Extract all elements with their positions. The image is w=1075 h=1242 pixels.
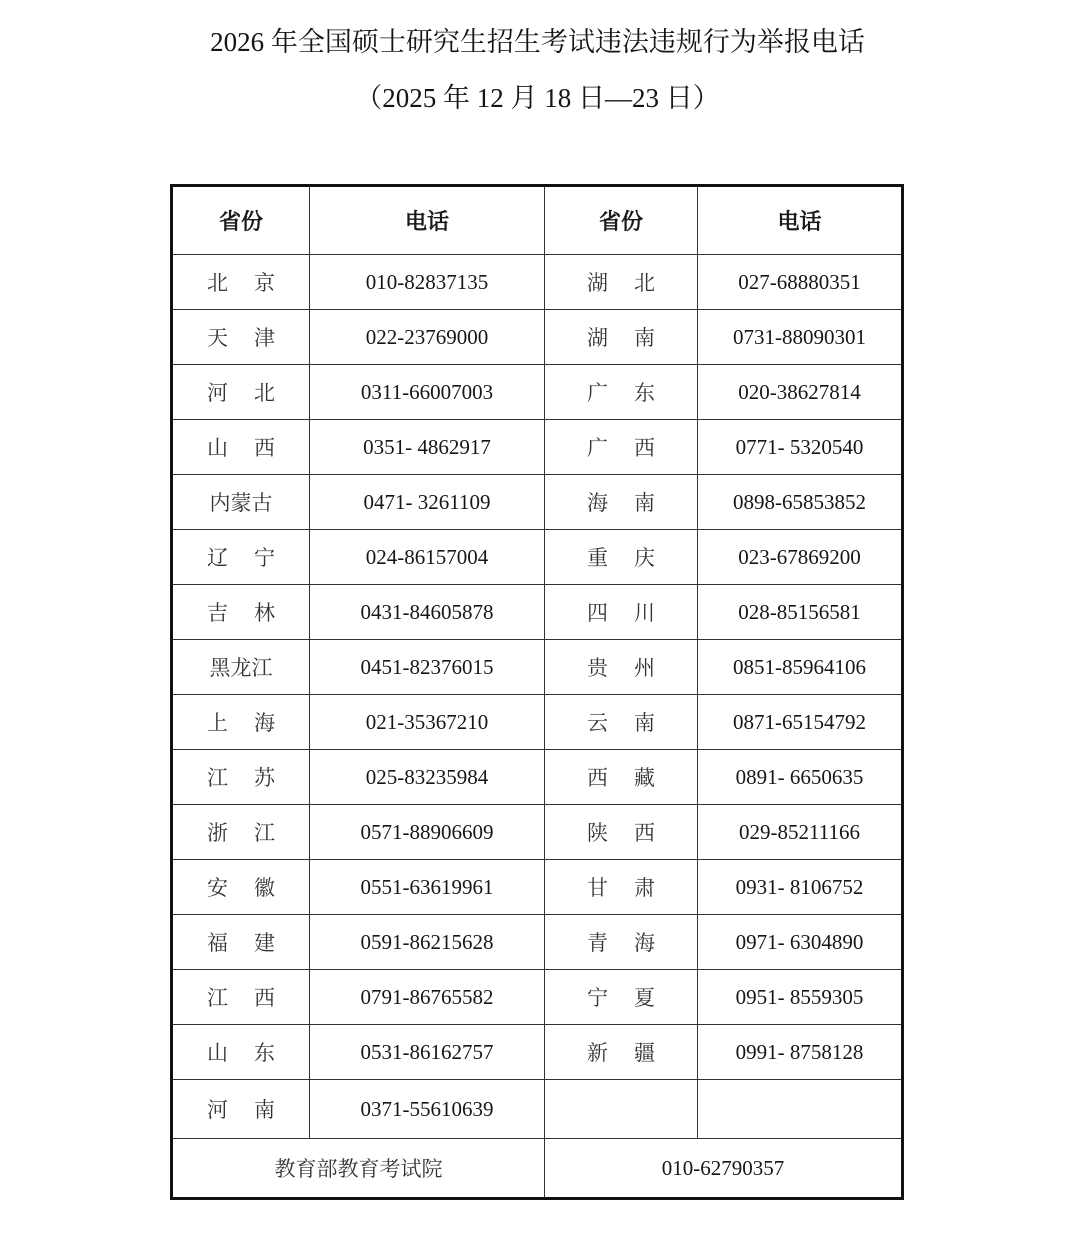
header-phone-left: 电话 bbox=[310, 186, 545, 255]
phone-cell-left: 0791-86765582 bbox=[310, 970, 545, 1025]
report-hotline-table bbox=[170, 184, 904, 1200]
province-name: 云南 bbox=[587, 711, 655, 735]
province-cell-right bbox=[545, 365, 698, 420]
header-province-left: 省份 bbox=[172, 186, 310, 255]
province-cell-left bbox=[172, 970, 310, 1025]
province-name: 河南 bbox=[207, 1098, 275, 1122]
province-cell-right bbox=[545, 420, 698, 475]
phone-cell-left: 0531-86162757 bbox=[310, 1025, 545, 1080]
phone-cell-right bbox=[698, 1080, 903, 1139]
province-name: 广东 bbox=[587, 381, 655, 405]
province-name: 安徽 bbox=[207, 876, 275, 900]
province-cell-right bbox=[545, 255, 698, 310]
province-cell-left bbox=[172, 640, 310, 695]
phone-cell-right: 028-85156581 bbox=[698, 585, 903, 640]
table-row bbox=[172, 695, 903, 750]
table-row bbox=[172, 750, 903, 805]
province-name: 福建 bbox=[207, 931, 275, 955]
header-phone-right: 电话 bbox=[698, 186, 903, 255]
phone-cell-left: 0431-84605878 bbox=[310, 585, 545, 640]
province-name: 天津 bbox=[207, 326, 275, 350]
phone-cell-left: 025-83235984 bbox=[310, 750, 545, 805]
table-row bbox=[172, 860, 903, 915]
province-name: 江西 bbox=[207, 986, 275, 1010]
province-cell-right bbox=[545, 640, 698, 695]
province-cell-left bbox=[172, 695, 310, 750]
province-cell-left bbox=[172, 1080, 310, 1139]
phone-cell-left: 021-35367210 bbox=[310, 695, 545, 750]
province-name: 山西 bbox=[207, 436, 275, 460]
header-province-right: 省份 bbox=[545, 186, 698, 255]
province-cell-right bbox=[545, 695, 698, 750]
phone-cell-right: 029-85211166 bbox=[698, 805, 903, 860]
province-cell-right bbox=[545, 1025, 698, 1080]
table-body bbox=[172, 255, 903, 1139]
province-cell-right bbox=[545, 1080, 698, 1139]
province-cell-left bbox=[172, 1025, 310, 1080]
province-name: 黑龙江 bbox=[209, 656, 273, 680]
phone-cell-right: 0771- 5320540 bbox=[698, 420, 903, 475]
province-name: 湖南 bbox=[587, 326, 655, 350]
province-cell-left bbox=[172, 530, 310, 585]
document-title: 2026 年全国硕士研究生招生考试违法违规行为举报电话 bbox=[210, 27, 865, 57]
province-name: 湖北 bbox=[587, 271, 655, 295]
phone-cell-left: 0551-63619961 bbox=[310, 860, 545, 915]
province-name: 陕西 bbox=[587, 821, 655, 845]
province-cell-right bbox=[545, 860, 698, 915]
phone-cell-left: 024-86157004 bbox=[310, 530, 545, 585]
province-cell-left bbox=[172, 420, 310, 475]
province-cell-left bbox=[172, 585, 310, 640]
table-row bbox=[172, 530, 903, 585]
table-row bbox=[172, 310, 903, 365]
table-row bbox=[172, 365, 903, 420]
province-cell-left bbox=[172, 805, 310, 860]
table-row bbox=[172, 805, 903, 860]
phone-cell-right: 0891- 6650635 bbox=[698, 750, 903, 805]
province-cell-right bbox=[545, 585, 698, 640]
province-name: 西藏 bbox=[587, 766, 655, 790]
phone-cell-left: 0571-88906609 bbox=[310, 805, 545, 860]
phone-cell-right: 0871-65154792 bbox=[698, 695, 903, 750]
phone-cell-right: 0931- 8106752 bbox=[698, 860, 903, 915]
phone-cell-right: 0851-85964106 bbox=[698, 640, 903, 695]
province-cell-right bbox=[545, 310, 698, 365]
province-name: 广西 bbox=[587, 436, 655, 460]
table-header-row bbox=[172, 186, 903, 255]
province-name: 四川 bbox=[587, 601, 655, 625]
province-name: 甘肃 bbox=[587, 876, 655, 900]
phone-cell-left: 010-82837135 bbox=[310, 255, 545, 310]
province-name: 内蒙古 bbox=[209, 491, 273, 515]
table-row bbox=[172, 1025, 903, 1080]
footer-organization: 教育部教育考试院 bbox=[172, 1139, 545, 1199]
phone-cell-right: 0731-88090301 bbox=[698, 310, 903, 365]
province-cell-left bbox=[172, 860, 310, 915]
table-row bbox=[172, 585, 903, 640]
province-cell-left bbox=[172, 750, 310, 805]
phone-cell-left: 0471- 3261109 bbox=[310, 475, 545, 530]
phone-cell-left: 0371-55610639 bbox=[310, 1080, 545, 1139]
table-row bbox=[172, 420, 903, 475]
table-row bbox=[172, 475, 903, 530]
province-name: 吉林 bbox=[207, 601, 275, 625]
province-name: 河北 bbox=[207, 381, 275, 405]
phone-cell-left: 0311-66007003 bbox=[310, 365, 545, 420]
phone-cell-right: 0971- 6304890 bbox=[698, 915, 903, 970]
province-cell-left bbox=[172, 255, 310, 310]
province-cell-right bbox=[545, 530, 698, 585]
footer-phone: 010-62790357 bbox=[545, 1139, 903, 1199]
province-cell-right bbox=[545, 915, 698, 970]
province-name: 宁夏 bbox=[587, 986, 655, 1010]
province-name: 山东 bbox=[207, 1041, 275, 1065]
province-cell-left bbox=[172, 310, 310, 365]
province-name: 海南 bbox=[587, 491, 655, 515]
province-cell-left bbox=[172, 475, 310, 530]
province-name: 重庆 bbox=[587, 546, 655, 570]
table-row bbox=[172, 915, 903, 970]
province-cell-left bbox=[172, 915, 310, 970]
province-cell-right bbox=[545, 475, 698, 530]
phone-cell-right: 020-38627814 bbox=[698, 365, 903, 420]
phone-cell-left: 022-23769000 bbox=[310, 310, 545, 365]
province-name: 辽宁 bbox=[207, 546, 275, 570]
phone-cell-left: 0591-86215628 bbox=[310, 915, 545, 970]
table-row bbox=[172, 970, 903, 1025]
province-name: 青海 bbox=[587, 931, 655, 955]
phone-cell-left: 0351- 4862917 bbox=[310, 420, 545, 475]
province-cell-right bbox=[545, 805, 698, 860]
province-name: 北京 bbox=[207, 271, 275, 295]
table-row bbox=[172, 255, 903, 310]
phone-cell-right: 027-68880351 bbox=[698, 255, 903, 310]
table-row bbox=[172, 1080, 903, 1139]
table-footer-row bbox=[172, 1139, 903, 1199]
province-cell-left bbox=[172, 365, 310, 420]
phone-cell-right: 0898-65853852 bbox=[698, 475, 903, 530]
table-row bbox=[172, 640, 903, 695]
province-cell-right bbox=[545, 750, 698, 805]
phone-cell-right: 023-67869200 bbox=[698, 530, 903, 585]
province-name: 江苏 bbox=[207, 766, 275, 790]
province-name: 新疆 bbox=[587, 1041, 655, 1065]
province-name: 贵州 bbox=[587, 656, 655, 680]
province-name: 上海 bbox=[207, 711, 275, 735]
document-subtitle-date-range: （2025 年 12 月 18 日—23 日） bbox=[355, 83, 720, 113]
phone-cell-right: 0991- 8758128 bbox=[698, 1025, 903, 1080]
province-cell-right bbox=[545, 970, 698, 1025]
province-name: 浙江 bbox=[207, 821, 275, 845]
phone-cell-left: 0451-82376015 bbox=[310, 640, 545, 695]
phone-cell-right: 0951- 8559305 bbox=[698, 970, 903, 1025]
